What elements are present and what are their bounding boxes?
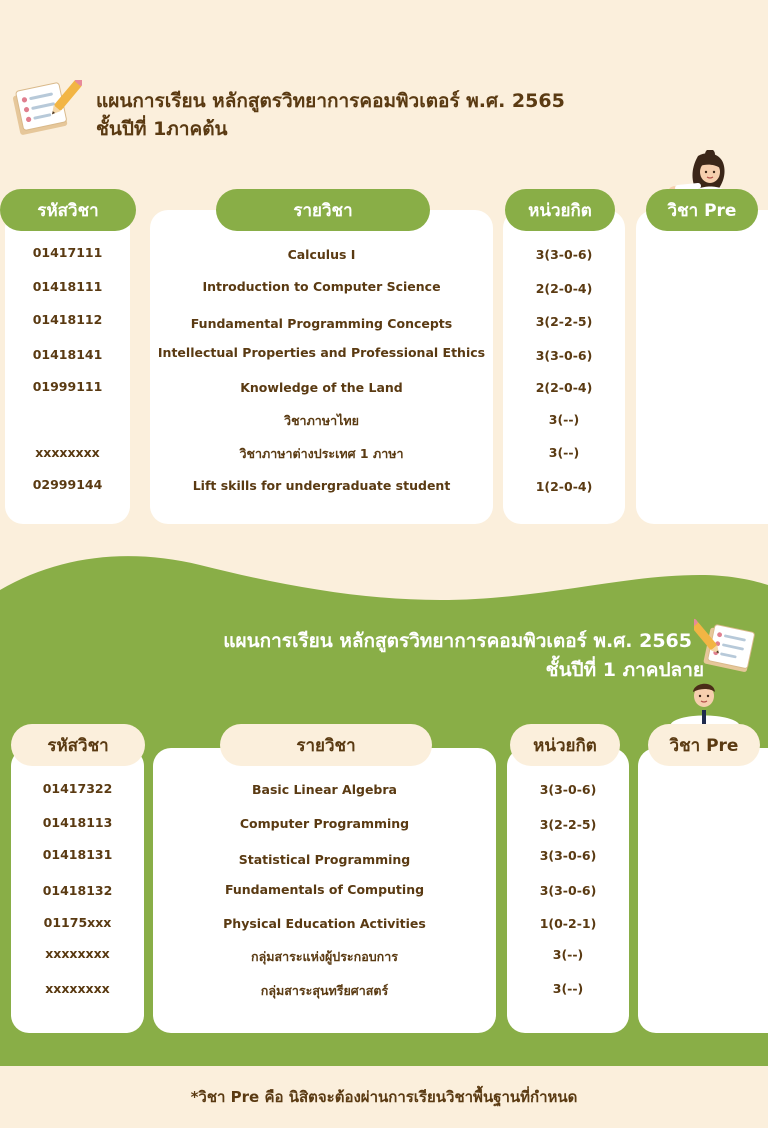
table-row-code: 01418131 [42, 847, 113, 862]
girl-character-icon [668, 150, 738, 194]
table-row-code: 01175xxx [43, 915, 112, 930]
table-row-name: Lift skills for undergraduate student [192, 478, 451, 493]
section2-title-line1: แผนการเรียน หลักสูตรวิทยาการคอมพิวเตอร์ พ.ศ. 2565 [223, 630, 692, 652]
section1-title-line2: ชั้นปีที่ 1ภาคต้น [96, 118, 228, 140]
table-row-code: xxxxxxxx [35, 445, 100, 460]
table-row-credit: 1(0-2-1) [539, 916, 597, 931]
table-row-credit: 3(3-0-6) [539, 883, 597, 898]
table-row-code: 01417322 [42, 781, 113, 796]
table-row-name: Fundamentals of Computing [224, 882, 425, 897]
table-row-code: 01418141 [32, 347, 103, 362]
table-row-name: Calculus I [287, 247, 356, 262]
section1-header-name: รายวิชา [216, 189, 430, 231]
table-row-credit: 3(--) [552, 981, 584, 996]
table-row-code: 01418132 [42, 883, 113, 898]
table-row-name: Basic Linear Algebra [252, 782, 397, 797]
table-row-name: วิชาภาษาไทย [284, 413, 359, 428]
boy-character-icon [664, 680, 744, 726]
table-row-name: Fundamental Programming Concepts [190, 316, 453, 331]
section1-title-line1: แผนการเรียน หลักสูตรวิทยาการคอมพิวเตอร์ พ.ศ. 2565 [96, 90, 565, 112]
table-row-code: 01418113 [42, 815, 113, 830]
section2-title-line2: ชั้นปีที่ 1 ภาคปลาย [545, 659, 704, 681]
section1-header-credit: หน่วยกิต [505, 189, 615, 231]
table-row-name: Computer Programming [239, 816, 410, 831]
table-row-credit: 3(3-0-6) [539, 848, 597, 863]
table-row-code: 01417111 [32, 245, 103, 260]
table-row-name: Introduction to Computer Science [202, 279, 441, 294]
table-row-code: xxxxxxxx [45, 981, 110, 996]
section2-header-name: รายวิชา [220, 724, 432, 766]
table-row-code: 01418111 [32, 279, 103, 294]
table-row-credit: 3(2-2-5) [539, 817, 597, 832]
table-row-credit: 3(--) [548, 412, 580, 427]
table-row-credit: 1(2-0-4) [535, 479, 593, 494]
table-row-name: กลุ่มสาระแห่งผู้ประกอบการ [251, 949, 398, 964]
table-row-credit: 3(--) [548, 445, 580, 460]
section2-header-pre: วิชา Pre [648, 724, 760, 766]
table-row-credit: 3(--) [552, 947, 584, 962]
table-row-name: กลุ่มสาระสุนทรียศาสตร์ [260, 983, 389, 998]
section2-pre-column [638, 748, 768, 1033]
table-row-credit: 2(2-0-4) [535, 380, 593, 395]
table-row-name: Intellectual Properties and Professional Ethics [157, 345, 486, 360]
table-row-name: Knowledge of the Land [240, 380, 403, 395]
section1-header-pre: วิชา Pre [646, 189, 758, 231]
table-row-code: xxxxxxxx [45, 946, 110, 961]
table-row-name: Physical Education Activities [223, 916, 426, 931]
table-row-code: 01999111 [32, 379, 103, 394]
table-row-code: 02999144 [32, 477, 103, 492]
table-row-credit: 3(2-2-5) [535, 314, 593, 329]
table-row-name: Statistical Programming [238, 852, 411, 867]
table-row-credit: 3(3-0-6) [535, 348, 593, 363]
checklist-pencil-icon [694, 618, 764, 678]
section1-pre-column [636, 210, 768, 524]
table-row-credit: 3(3-0-6) [539, 782, 597, 797]
checklist-pencil-icon [6, 80, 82, 140]
table-row-name: วิชาภาษาต่างประเทศ 1 ภาษา [239, 446, 404, 461]
table-row-credit: 3(3-0-6) [535, 247, 593, 262]
table-row-credit: 2(2-0-4) [535, 281, 593, 296]
section2-header-credit: หน่วยกิต [510, 724, 620, 766]
table-row-code: 01418112 [32, 312, 103, 327]
section1-header-code: รหัสวิชา [0, 189, 136, 231]
section2-header-code: รหัสวิชา [11, 724, 145, 766]
footer-note: *วิชา Pre คือ นิสิตจะต้องผ่านการเรียนวิชาพื้นฐานที่กำหนด [0, 1066, 768, 1128]
